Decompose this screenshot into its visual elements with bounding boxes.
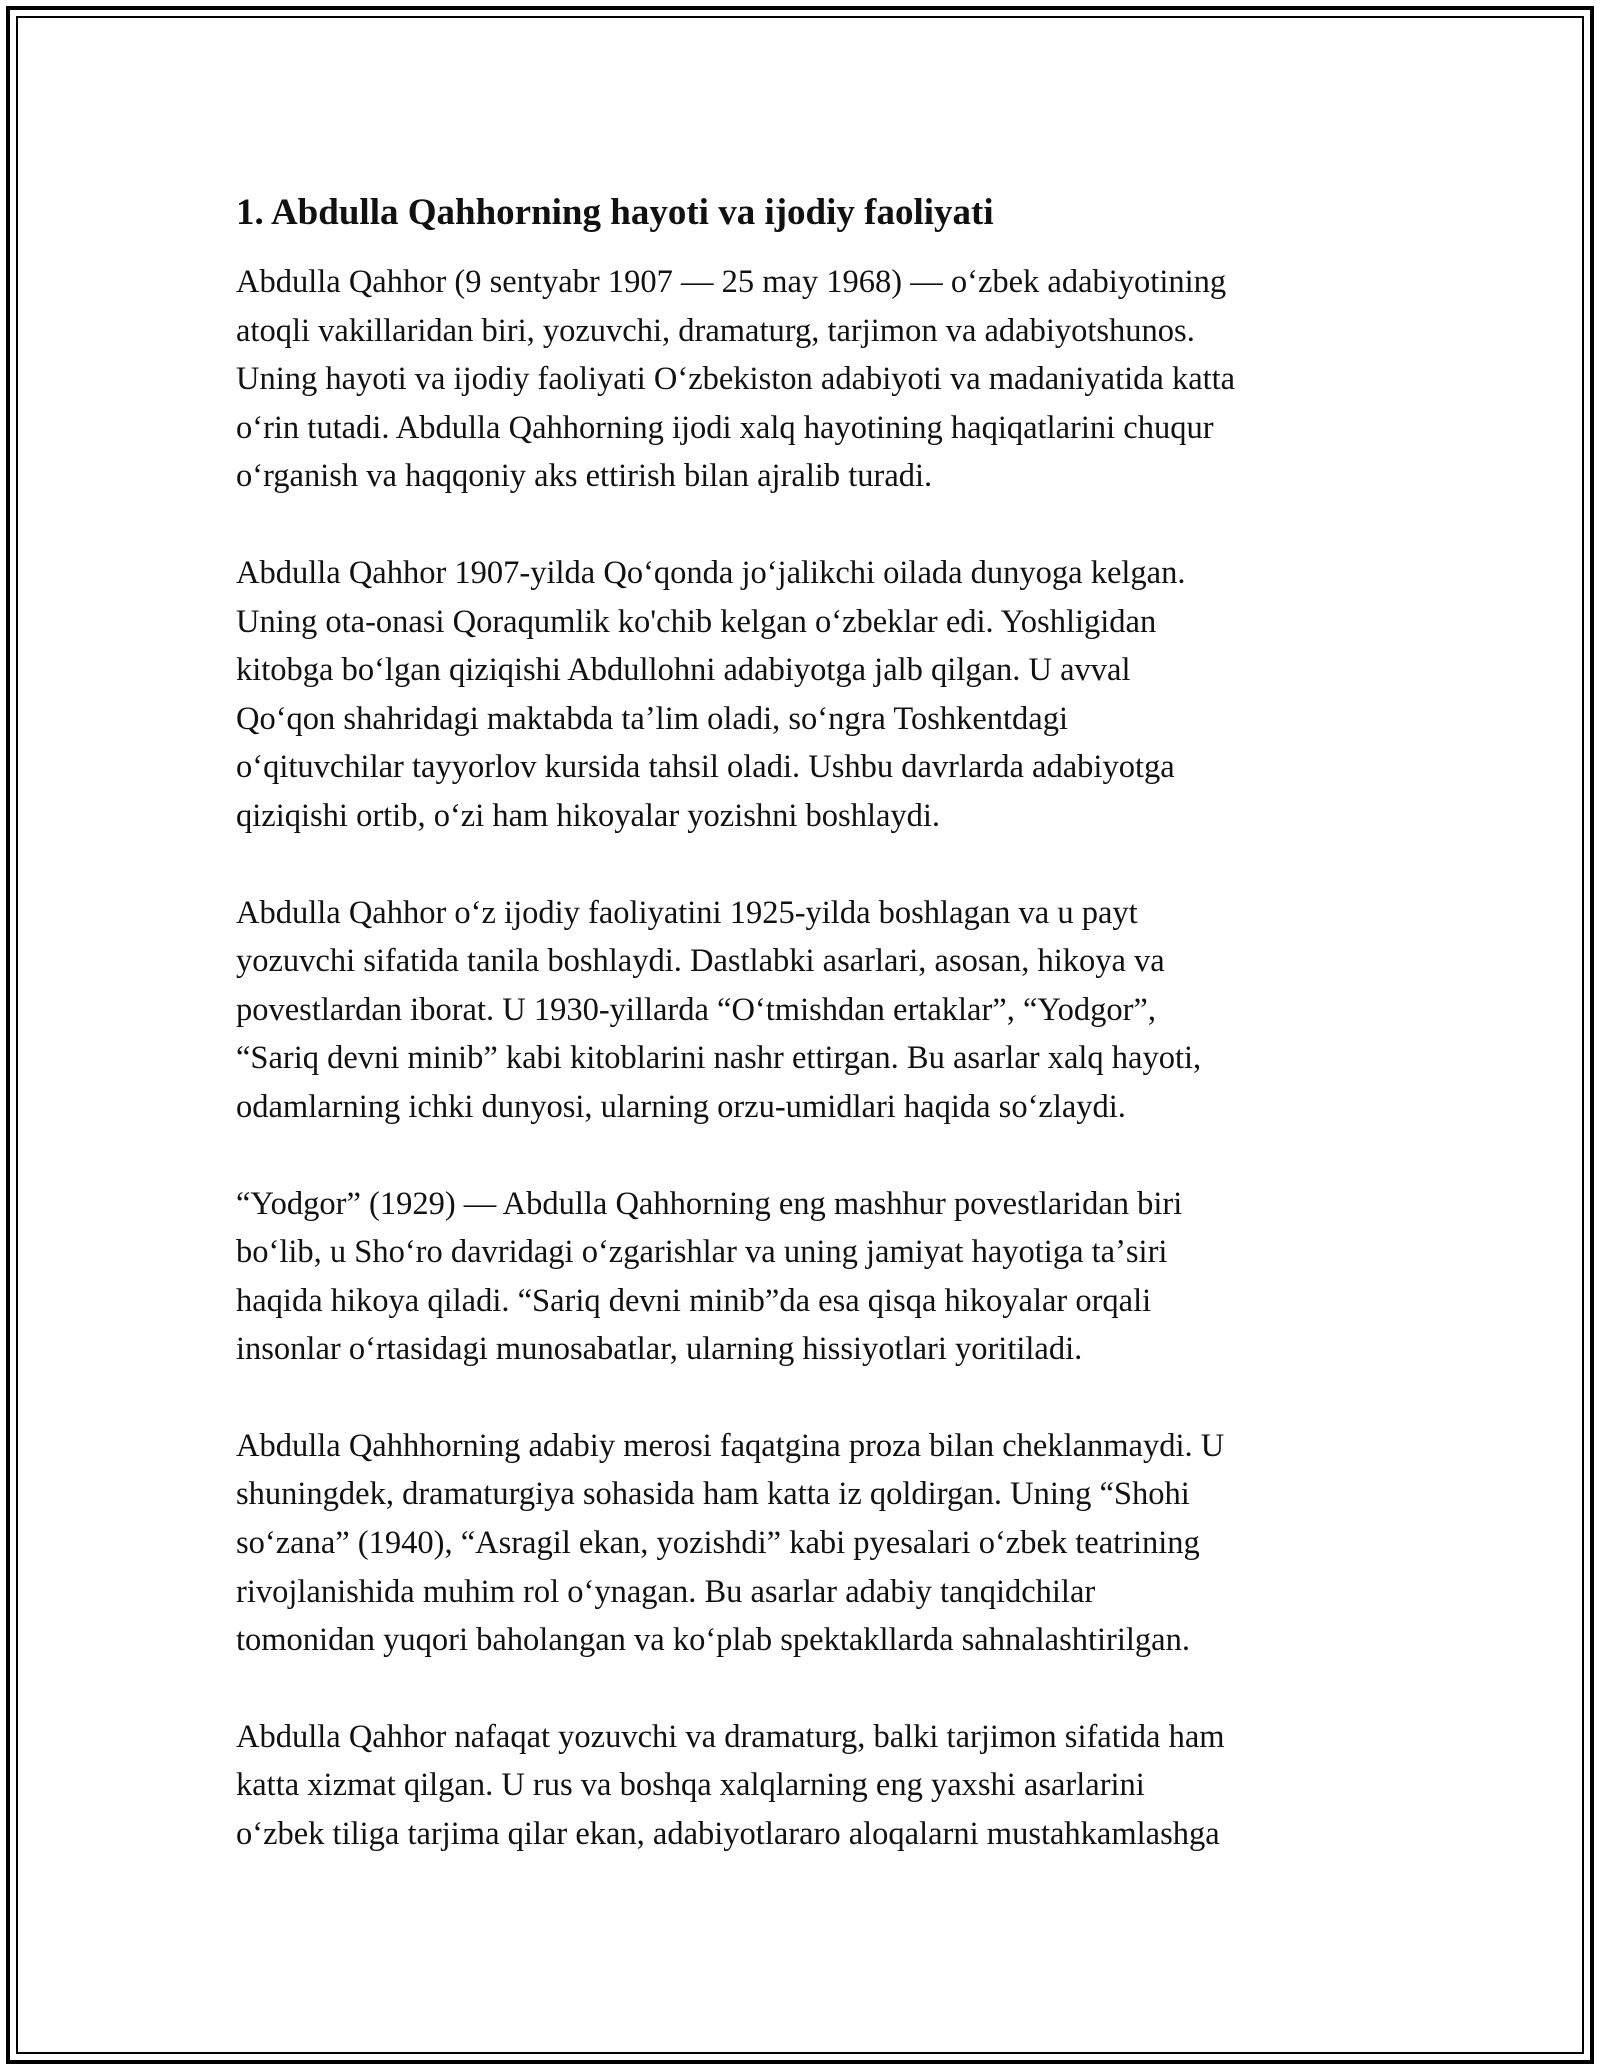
text-line: tomonidan yuqori baholangan va koʻplab spektakllarda sahnalashtirilgan. <box>236 1622 1190 1659</box>
section-heading: 1. Abdulla Qahhorning hayoti va ijodiy faoliyati <box>236 192 994 233</box>
text-line: Abdulla Qahhor nafaqat yozuvchi va dramaturg, balki tarjimon sifatida ham <box>236 1718 1225 1755</box>
paragraph-biography-intro <box>236 258 1376 501</box>
text-line: soʻzana” (1940), “Asragil ekan, yozishdi” kabi pyesalari oʻzbek teatrining <box>236 1525 1200 1562</box>
paragraph-yodgor <box>236 1180 1376 1374</box>
text-line: oʻzbek tiliga tarjima qilar ekan, adabiyotlararo aloqalarni mustahkamlashga <box>236 1816 1220 1853</box>
text-line: katta xizmat qilgan. U rus va boshqa xalqlarning eng yaxshi asarlarini <box>236 1767 1145 1804</box>
text-line: odamlarning ichki dunyosi, ularning orzu-umidlari haqida soʻzlaydi. <box>236 1088 1126 1125</box>
text-line: insonlar oʻrtasidagi munosabatlar, ularning hissiyotlari yoritiladi. <box>236 1331 1083 1368</box>
text-line: “Yodgor” (1929) — Abdulla Qahhorning eng mashhur povestlaridan biri <box>236 1185 1183 1222</box>
paragraph-translation <box>236 1713 1376 1859</box>
text-line: haqida hikoya qiladi. “Sariq devni minib”da esa qisqa hikoyalar orqali <box>236 1282 1152 1319</box>
text-line: Abdulla Qahhhorning adabiy merosi faqatgina proza bilan cheklanmaydi. U <box>236 1427 1225 1464</box>
text-line: rivojlanishida muhim rol oʻynagan. Bu asarlar adabiy tanqidchilar <box>236 1573 1096 1610</box>
text-line: “Sariq devni minib” kabi kitoblarini nashr ettirgan. Bu asarlar xalq hayoti, <box>236 1040 1202 1077</box>
text-line: Abdulla Qahhor oʻz ijodiy faoliyatini 1925-yilda boshlagan va u payt <box>236 894 1138 931</box>
paragraph-early-life <box>236 549 1376 841</box>
text-line: oʻrganish va haqqoniy aks ettirish bilan ajralib turadi. <box>236 458 933 495</box>
text-line: boʻlib, u Shoʻro davridagi oʻzgarishlar va uning jamiyat hayotiga taʼsiri <box>236 1234 1168 1271</box>
text-line: atoqli vakillaridan biri, yozuvchi, dramaturg, tarjimon va adabiyotshunos. <box>236 312 1195 349</box>
text-line: oʻrin tutadi. Abdulla Qahhorning ijodi xalq hayotining haqiqatlarini chuqur <box>236 409 1214 446</box>
text-line: kitobga boʻlgan qiziqishi Abdullohni adabiyotga jalb qilgan. U avval <box>236 652 1131 689</box>
document-body <box>236 188 1376 1907</box>
text-line: qiziqishi ortib, oʻzi ham hikoyalar yozishni boshlaydi. <box>236 797 941 834</box>
text-line: Uning ota-onasi Qoraqumlik ko'chib kelgan oʻzbeklar edi. Yoshligidan <box>236 603 1157 640</box>
text-line: oʻqituvchilar tayyorlov kursida tahsil oladi. Ushbu davrlarda adabiyotga <box>236 749 1175 786</box>
paragraph-creative-beginnings <box>236 889 1376 1132</box>
paragraph-dramaturgy <box>236 1422 1376 1665</box>
text-line: Abdulla Qahhor 1907-yilda Qoʻqonda joʻjalikchi oilada dunyoga kelgan. <box>236 554 1186 591</box>
text-line: Uning hayoti va ijodiy faoliyati Oʻzbekiston adabiyoti va madaniyatida katta <box>236 361 1236 398</box>
text-line: Abdulla Qahhor (9 sentyabr 1907 — 25 may 1968) — oʻzbek adabiyotining <box>236 264 1227 300</box>
text-line: povestlardan iborat. U 1930-yillarda “Oʻtmishdan ertaklar”, “Yodgor”, <box>236 991 1156 1028</box>
text-line: Qoʻqon shahridagi maktabda taʼlim oladi, soʻngra Toshkentdagi <box>236 700 1069 737</box>
text-line: shuningdek, dramaturgiya sohasida ham katta iz qoldirgan. Uning “Shohi <box>236 1476 1190 1513</box>
text-line: yozuvchi sifatida tanila boshlaydi. Dastlabki asarlari, asosan, hikoya va <box>236 943 1165 980</box>
